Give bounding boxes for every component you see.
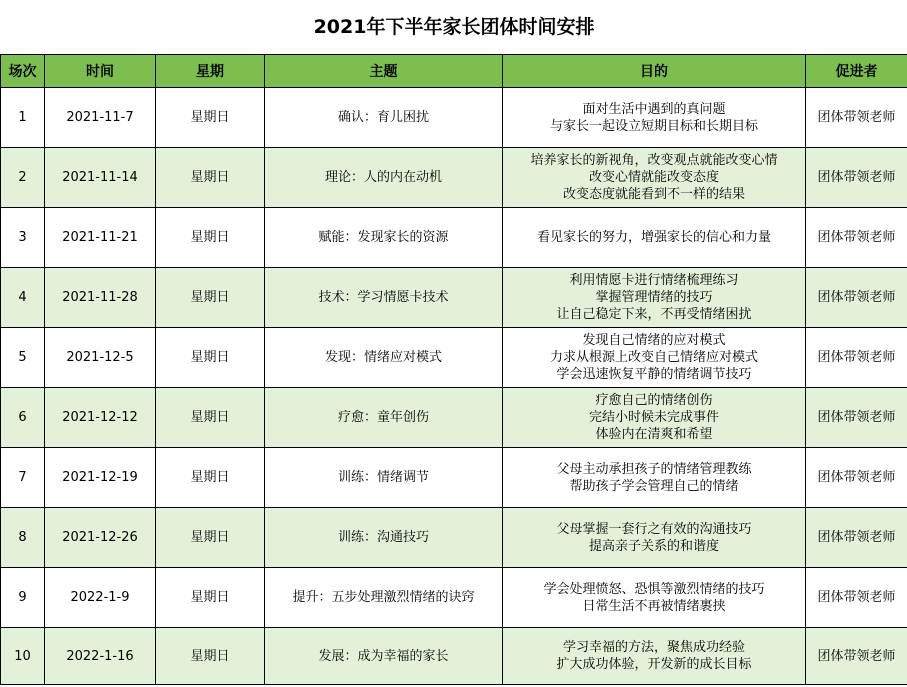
topic-cell: 提升：五步处理激烈情绪的诀窍 bbox=[265, 568, 503, 628]
topic-cell: 训练：情绪调节 bbox=[265, 448, 503, 508]
table-row bbox=[1, 148, 907, 208]
purpose-line: 提高亲子关系的和谐度 bbox=[588, 538, 719, 554]
purpose-line: 利用情愿卡进行情绪梳理练习 bbox=[569, 273, 739, 288]
session-number-cell: 3 bbox=[1, 208, 45, 268]
purpose-line: 看见家长的努力，增强家长的信心和力量 bbox=[536, 230, 771, 245]
session-number-cell: 1 bbox=[1, 88, 45, 148]
purpose-line: 发现自己情绪的应对模式 bbox=[582, 333, 726, 348]
purpose-line: 学会处理愤怒、恐惧等激烈情绪的技巧 bbox=[543, 581, 765, 597]
topic-cell: 赋能：发现家长的资源 bbox=[265, 208, 503, 268]
session-number-cell: 2 bbox=[1, 148, 45, 208]
topic-cell: 发展：成为幸福的家长 bbox=[265, 628, 503, 685]
purpose-line: 面对生活中遇到的真问题 bbox=[582, 101, 726, 117]
weekday-cell: 星期日 bbox=[156, 388, 265, 448]
date-cell: 2021-11-28 bbox=[45, 268, 156, 328]
date-cell: 2021-12-12 bbox=[45, 388, 156, 448]
facilitator-cell: 团体带领老师 bbox=[806, 388, 907, 448]
facilitator-cell: 团体带领老师 bbox=[806, 328, 907, 388]
date-cell: 2021-12-5 bbox=[45, 328, 156, 388]
table-row bbox=[1, 388, 907, 448]
table-row bbox=[1, 88, 907, 148]
date-cell: 2021-11-7 bbox=[45, 88, 156, 148]
purpose-line: 帮助孩子学会管理自己的情绪 bbox=[569, 478, 739, 494]
purpose-line: 体验内在清爽和希望 bbox=[595, 427, 713, 442]
purpose-line: 疗愈自己的情绪创伤 bbox=[595, 393, 713, 408]
purpose-line: 学会迅速恢复平静的情绪调节技巧 bbox=[556, 367, 752, 382]
table-row bbox=[1, 328, 907, 388]
table-row bbox=[1, 508, 907, 568]
session-number-cell: 5 bbox=[1, 328, 45, 388]
purpose-cell bbox=[503, 388, 806, 448]
table-row bbox=[1, 268, 907, 328]
purpose-line: 与家长一起设立短期目标和长期目标 bbox=[549, 118, 758, 134]
facilitator-cell: 团体带领老师 bbox=[806, 268, 907, 328]
header-row bbox=[1, 55, 907, 88]
date-cell: 2021-12-26 bbox=[45, 508, 156, 568]
purpose-cell bbox=[503, 568, 806, 628]
table-row bbox=[1, 568, 907, 628]
weekday-cell: 星期日 bbox=[156, 508, 265, 568]
purpose-line: 掌握管理情绪的技巧 bbox=[595, 290, 713, 305]
weekday-cell: 星期日 bbox=[156, 88, 265, 148]
purpose-cell bbox=[503, 508, 806, 568]
topic-cell: 疗愈：童年创伤 bbox=[265, 388, 503, 448]
purpose-line: 改变态度就能看到不一样的结果 bbox=[562, 187, 745, 202]
purpose-line: 培养家长的新视角，改变观点就能改变心情 bbox=[530, 153, 778, 168]
topic-cell: 训练：沟通技巧 bbox=[265, 508, 503, 568]
weekday-cell: 星期日 bbox=[156, 268, 265, 328]
purpose-cell bbox=[503, 148, 806, 208]
purpose-line: 父母掌握一套行之有效的沟通技巧 bbox=[556, 521, 752, 537]
sheet-title: 2021年下半年家长团体时间安排 bbox=[1, 0, 907, 55]
column-header-date: 时间 bbox=[45, 55, 156, 88]
date-cell: 2021-11-14 bbox=[45, 148, 156, 208]
purpose-line: 扩大成功体验，开发新的成长目标 bbox=[556, 657, 752, 672]
topic-cell: 理论：人的内在动机 bbox=[265, 148, 503, 208]
column-header-topic: 主题 bbox=[265, 55, 503, 88]
session-number-cell: 10 bbox=[1, 628, 45, 685]
purpose-cell bbox=[503, 88, 806, 148]
date-cell: 2022-1-16 bbox=[45, 628, 156, 685]
purpose-line: 完结小时候未完成事件 bbox=[588, 410, 719, 425]
column-header-weekday: 星期 bbox=[156, 55, 265, 88]
facilitator-cell: 团体带领老师 bbox=[806, 508, 907, 568]
weekday-cell: 星期日 bbox=[156, 328, 265, 388]
purpose-line: 改变心情就能改变态度 bbox=[588, 170, 719, 185]
purpose-cell bbox=[503, 628, 806, 685]
facilitator-cell: 团体带领老师 bbox=[806, 148, 907, 208]
table-body bbox=[1, 88, 907, 685]
purpose-cell bbox=[503, 328, 806, 388]
purpose-cell bbox=[503, 268, 806, 328]
purpose-line: 学习幸福的方法，聚焦成功经验 bbox=[562, 640, 745, 655]
topic-cell: 发现：情绪应对模式 bbox=[265, 328, 503, 388]
purpose-line: 日常生活不再被情绪裹挟 bbox=[582, 598, 726, 614]
facilitator-cell: 团体带领老师 bbox=[806, 628, 907, 685]
session-number-cell: 9 bbox=[1, 568, 45, 628]
column-header-facilitator: 促进者 bbox=[806, 55, 907, 88]
table-row bbox=[1, 448, 907, 508]
topic-cell: 技术：学习情愿卡技术 bbox=[265, 268, 503, 328]
purpose-line: 父母主动承担孩子的情绪管理教练 bbox=[556, 461, 752, 477]
purpose-line: 让自己稳定下来，不再受情绪困扰 bbox=[556, 307, 752, 322]
date-cell: 2022-1-9 bbox=[45, 568, 156, 628]
weekday-cell: 星期日 bbox=[156, 208, 265, 268]
weekday-cell: 星期日 bbox=[156, 568, 265, 628]
column-header-session: 场次 bbox=[1, 55, 45, 88]
facilitator-cell: 团体带领老师 bbox=[806, 88, 907, 148]
date-cell: 2021-12-19 bbox=[45, 448, 156, 508]
session-number-cell: 7 bbox=[1, 448, 45, 508]
topic-cell: 确认：育儿困扰 bbox=[265, 88, 503, 148]
weekday-cell: 星期日 bbox=[156, 448, 265, 508]
purpose-cell bbox=[503, 208, 806, 268]
date-cell: 2021-11-21 bbox=[45, 208, 156, 268]
facilitator-cell: 团体带领老师 bbox=[806, 448, 907, 508]
session-number-cell: 4 bbox=[1, 268, 45, 328]
session-number-cell: 8 bbox=[1, 508, 45, 568]
session-number-cell: 6 bbox=[1, 388, 45, 448]
table-row bbox=[1, 208, 907, 268]
purpose-cell bbox=[503, 448, 806, 508]
weekday-cell: 星期日 bbox=[156, 148, 265, 208]
facilitator-cell: 团体带领老师 bbox=[806, 208, 907, 268]
table-row bbox=[1, 628, 907, 685]
column-header-purpose: 目的 bbox=[503, 55, 806, 88]
facilitator-cell: 团体带领老师 bbox=[806, 568, 907, 628]
purpose-line: 力求从根源上改变自己情绪应对模式 bbox=[549, 350, 758, 365]
weekday-cell: 星期日 bbox=[156, 628, 265, 685]
